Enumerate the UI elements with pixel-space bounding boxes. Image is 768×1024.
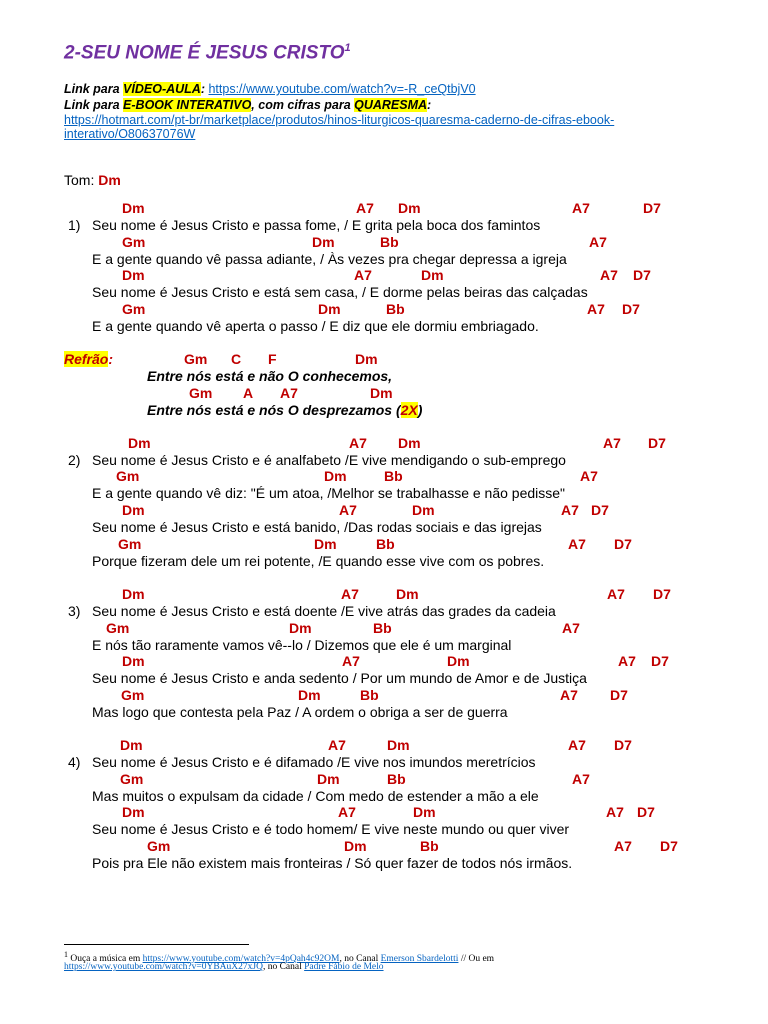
chord: A7 [572, 771, 590, 787]
lyric-line: Seu nome é Jesus Cristo e é difamado /E vive nos imundos meretrícios [92, 754, 536, 770]
chorus-label-text: Refrão [64, 351, 109, 367]
chorus-line-text: Entre nós está e nós O desprezamos ( [147, 402, 401, 418]
key-label: Tom: [64, 172, 99, 188]
footnote-text: , no Canal [339, 954, 381, 965]
chord: A7 [560, 687, 578, 703]
chord: A7 [600, 267, 618, 283]
chord: D7 [614, 536, 632, 552]
footnote-ref[interactable]: 1 [344, 42, 351, 54]
chord: Dm [298, 687, 321, 703]
chord: D7 [591, 502, 609, 518]
chord-line [0, 385, 768, 402]
chord: D7 [651, 653, 669, 669]
lyric-line: E nós tão raramente vamos vê--lo / Dizemos que ele é um marginal [92, 637, 512, 653]
footnote-mark: 1 [64, 950, 68, 959]
key-line [64, 172, 121, 188]
chord: Bb [376, 536, 395, 552]
chord: Bb [373, 620, 392, 636]
chord: Dm [128, 435, 151, 451]
ebook-link-line [64, 98, 431, 112]
lyric-line: Seu nome é Jesus Cristo e passa fome, / E grita pela boca dos famintos [92, 217, 541, 233]
footnote-text: , no Canal [262, 962, 305, 972]
chord: A7 [587, 301, 605, 317]
chord: Dm [447, 653, 470, 669]
chord: Dm [122, 267, 145, 283]
footnote-text: Ouça a música em [67, 954, 143, 965]
chord: A7 [618, 653, 636, 669]
chord: A7 [568, 536, 586, 552]
chord: A7 [568, 737, 586, 753]
lyric-line: Seu nome é Jesus Cristo e é todo homem/ E vive neste mundo ou quer viver [92, 821, 570, 837]
lyric-line: Pois pra Ele não existem mais fronteiras / Só quer fazer de todos nós irmãos. [92, 855, 573, 871]
lyric-line: Mas logo que contesta pela Paz / A ordem o obriga a ser de guerra [92, 704, 508, 720]
footnote-url-2[interactable]: https://www.youtube.com/watch?v=0YBAuX27xJQ [64, 962, 263, 972]
chord: A [243, 385, 254, 401]
video-colon: : [200, 82, 209, 96]
chord: Bb [420, 838, 439, 854]
chord-line [0, 234, 768, 251]
chord: A7 [339, 502, 357, 518]
footnote-channel-2[interactable]: Padre Fábio de Melo [304, 962, 384, 972]
chorus-line [147, 402, 422, 418]
lyric-line: Porque fizeram dele um rei potente, /E quando esse vive com os pobres. [92, 553, 545, 569]
chord: Dm [317, 771, 340, 787]
title-text: 2-SEU NOME É JESUS CRISTO [64, 42, 345, 64]
chord: Gm [184, 351, 208, 367]
footnote-text: // Ou em [458, 954, 495, 965]
lyric-line: Seu nome é Jesus Cristo e está banido, /Das rodas sociais e das igrejas [92, 519, 542, 535]
chord-line [0, 737, 768, 754]
chord: Dm [122, 804, 145, 820]
chord: A7 [354, 267, 372, 283]
chord: A7 [561, 502, 579, 518]
chord: A7 [607, 586, 625, 602]
chord: Dm [398, 435, 421, 451]
chord: Dm [344, 838, 367, 854]
ebook-url-line-1 [64, 113, 614, 127]
chord-line [0, 620, 768, 637]
video-url-link[interactable]: https://www.youtube.com/watch?v=-R_ceQtbjV0 [208, 82, 476, 96]
chord: Dm [122, 586, 145, 602]
chord: A7 [589, 234, 607, 250]
chord: A7 [562, 620, 580, 636]
chord: A7 [614, 838, 632, 854]
chord: Dm [122, 200, 145, 216]
chord: Dm [370, 385, 393, 401]
ebook-url-link-2[interactable]: interativo/O80637076W [64, 127, 196, 141]
chord: Bb [386, 301, 405, 317]
chord: Bb [360, 687, 379, 703]
chord-line [0, 200, 768, 217]
video-label: VÍDEO-AULA [123, 82, 201, 96]
chord: D7 [653, 586, 671, 602]
chord: D7 [637, 804, 655, 820]
lyric-line: E a gente quando vê diz: "É um atoa, /Melhor se trabalhasse e não pedisse" [92, 485, 566, 501]
video-link-prefix: Link para [64, 82, 124, 96]
verse-number: 4) [68, 754, 81, 770]
chorus-line: Entre nós está e não O conhecemos, [147, 368, 393, 384]
chord-line [0, 502, 768, 519]
chord-line [0, 267, 768, 284]
chord: Dm [398, 200, 421, 216]
chord: D7 [633, 267, 651, 283]
chord: Gm [122, 234, 146, 250]
chord: Gm [189, 385, 213, 401]
chord: C [231, 351, 242, 367]
key-chord: Dm [98, 172, 121, 188]
chord: A7 [338, 804, 356, 820]
chord: A7 [606, 804, 624, 820]
chord: Gm [121, 687, 145, 703]
lyric-line: Seu nome é Jesus Cristo e anda sedento / Por um mundo de Amor e de Justiça [92, 670, 587, 686]
chord-line [0, 804, 768, 821]
footnote-channel-1[interactable]: Emerson Sbardelotti [380, 954, 459, 965]
chord: A7 [328, 737, 346, 753]
chord: Bb [384, 468, 403, 484]
chord-line [0, 586, 768, 603]
chord: Dm [122, 502, 145, 518]
chorus-line-end: ) [417, 402, 423, 418]
repeat-marker: 2X [400, 402, 418, 418]
lyric-line: E a gente quando vê aperta o passo / E diz que ele dormiu embriagado. [92, 318, 539, 334]
chorus-colon: : [108, 351, 114, 367]
chord: A7 [280, 385, 298, 401]
chord: Gm [147, 838, 171, 854]
chord: Dm [314, 536, 337, 552]
lyric-line: Mas muitos o expulsam da cidade / Com medo de estender a mão a ele [92, 788, 539, 804]
chord: Gm [122, 301, 146, 317]
chord: D7 [610, 687, 628, 703]
chord: Dm [412, 502, 435, 518]
ebook-mid: , com cifras para [251, 98, 355, 112]
verse-number: 3) [68, 603, 81, 619]
chord: Dm [421, 267, 444, 283]
chord: A7 [603, 435, 621, 451]
chord: Gm [116, 468, 140, 484]
chord: Dm [413, 804, 436, 820]
chord: D7 [648, 435, 666, 451]
ebook-url-link-1[interactable]: https://hotmart.com/pt-br/marketplace/produtos/hinos-liturgicos-quaresma-caderno-de-cifras-ebook- [64, 113, 615, 127]
chord-line [0, 653, 768, 670]
chord: Dm [324, 468, 347, 484]
chord-line [0, 536, 768, 553]
ebook-url-line-2 [64, 127, 195, 141]
chord-line [0, 435, 768, 452]
chord: Gm [120, 771, 144, 787]
chord: Dm [122, 653, 145, 669]
chord-line [0, 687, 768, 704]
chord: D7 [643, 200, 661, 216]
chord-line [0, 301, 768, 318]
chord: Dm [396, 586, 419, 602]
video-link-line [64, 82, 476, 96]
chord: D7 [614, 737, 632, 753]
chord-line [0, 468, 768, 485]
chord: Dm [120, 737, 143, 753]
chord-line [0, 771, 768, 788]
chord: A7 [342, 653, 360, 669]
chord: A7 [341, 586, 359, 602]
chord: A7 [356, 200, 374, 216]
ebook-link-prefix: Link para [64, 98, 124, 112]
chord: A7 [349, 435, 367, 451]
chord: A7 [580, 468, 598, 484]
lyric-line: Seu nome é Jesus Cristo e está doente /E vive atrás das grades da cadeia [92, 603, 556, 619]
ebook-season: QUARESMA [354, 98, 428, 112]
chord: Gm [106, 620, 130, 636]
chord: Dm [318, 301, 341, 317]
chord: F [268, 351, 277, 367]
chord: A7 [572, 200, 590, 216]
page-title [64, 42, 351, 64]
ebook-colon: : [427, 98, 432, 112]
footnote-divider [64, 944, 249, 945]
lyric-line: E a gente quando vê passa adiante, / Às vezes pra chegar depressa a igreja [92, 251, 567, 267]
chord-line [0, 351, 768, 368]
chord: D7 [622, 301, 640, 317]
chord: D7 [660, 838, 678, 854]
lyric-line: Seu nome é Jesus Cristo e está sem casa, / E dorme pelas beiras das calçadas [92, 284, 588, 300]
chord: Dm [289, 620, 312, 636]
chord: Dm [387, 737, 410, 753]
verse-number: 1) [68, 217, 81, 233]
footnote-line-2 [64, 962, 384, 972]
footnote-url-1[interactable]: https://www.youtube.com/watch?v=4pQah4c92OM [142, 954, 340, 965]
chord-line [0, 838, 768, 855]
ebook-label: E-BOOK INTERATIVO [123, 98, 252, 112]
chord: Dm [355, 351, 378, 367]
chord: Bb [387, 771, 406, 787]
lyric-line: Seu nome é Jesus Cristo e é analfabeto /E vive mendigando o sub-emprego [92, 452, 566, 468]
chord: Bb [380, 234, 399, 250]
verse-number: 2) [68, 452, 81, 468]
chord: Gm [118, 536, 142, 552]
chord: Dm [312, 234, 335, 250]
